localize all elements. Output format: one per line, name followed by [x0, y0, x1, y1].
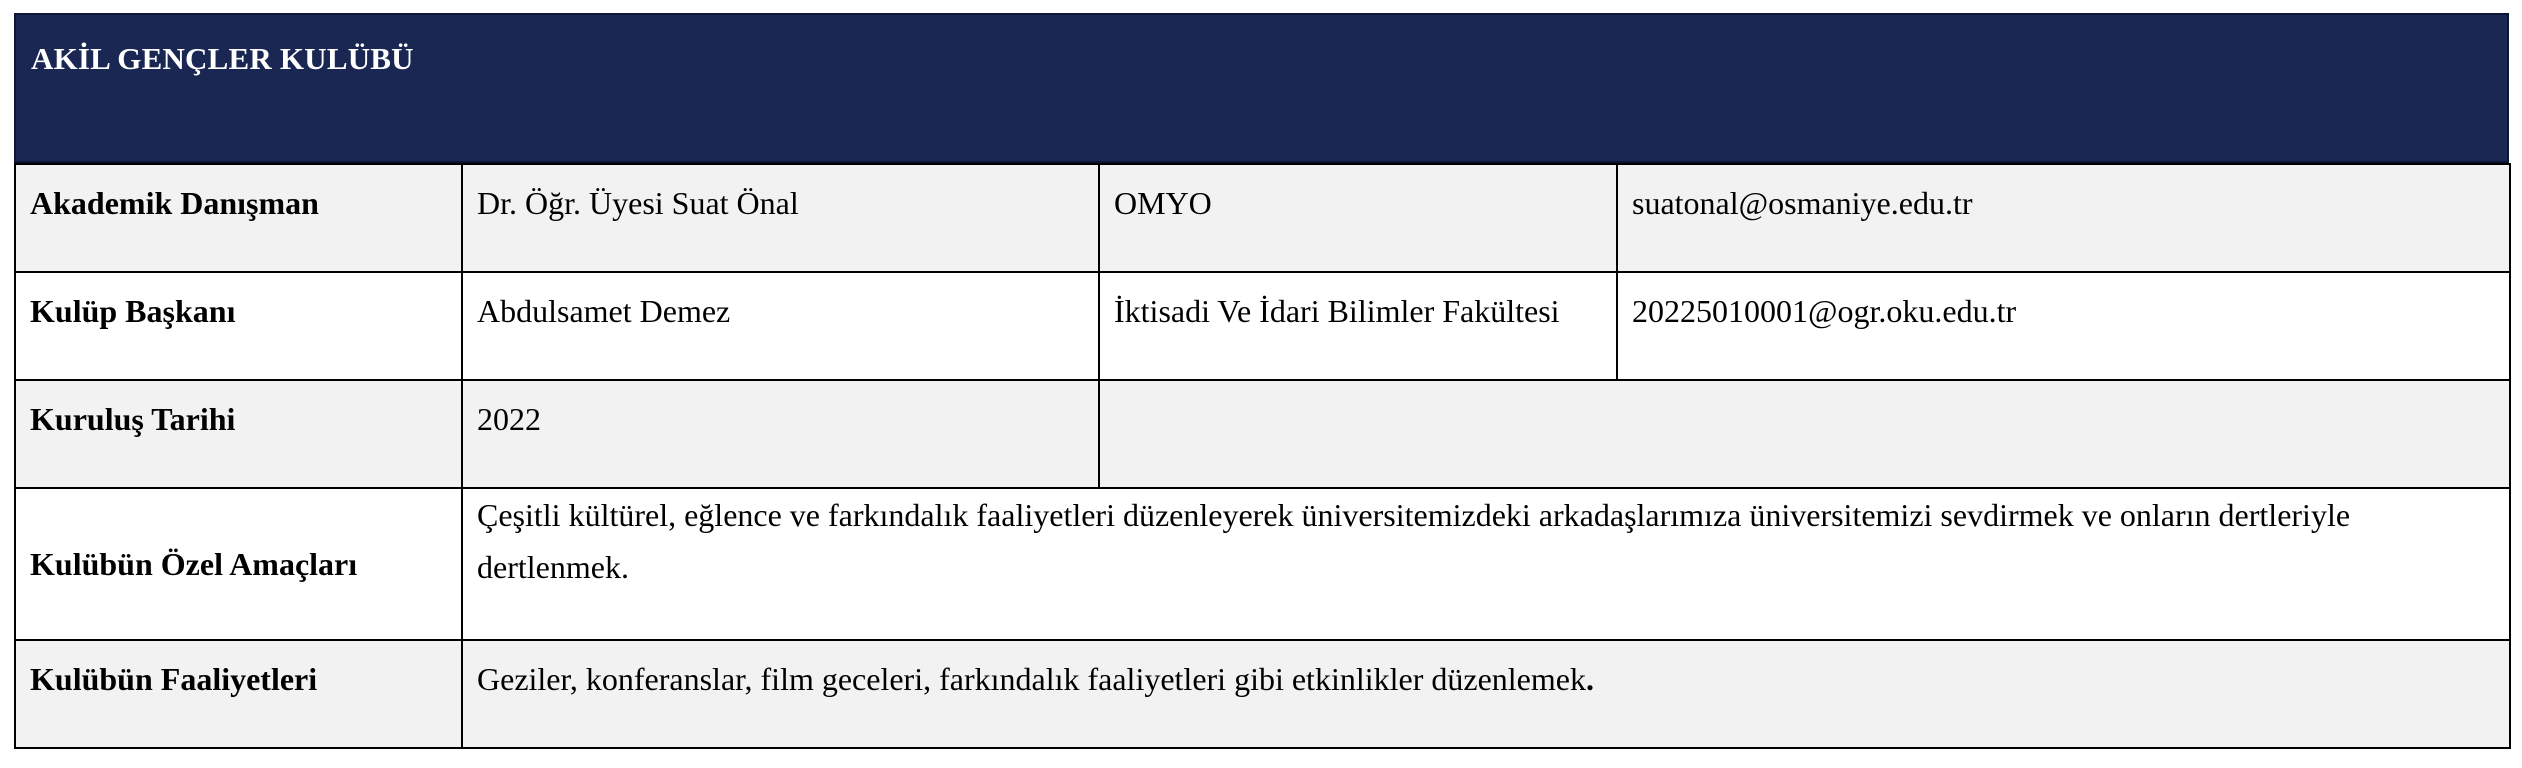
- aims-value: Çeşitli kültürel, eğlence ve farkındalık faaliyetleri düzenleyerek üniversitemizdeki arkadaşlarımıza üniversitemizi sevdirmek ve onların dertleriyle dertlenmek.: [462, 488, 2510, 640]
- founded-value: 2022: [462, 380, 1099, 488]
- table-row-activities: [15, 640, 2510, 748]
- table-row-aims: [15, 488, 2510, 640]
- advisor-label: Akademik Danışman: [15, 164, 462, 272]
- advisor-unit: OMYO: [1099, 164, 1617, 272]
- activities-label: Kulübün Faaliyetleri: [15, 640, 462, 748]
- advisor-name: Dr. Öğr. Üyesi Suat Önal: [462, 164, 1099, 272]
- activities-cell: [462, 640, 2510, 748]
- table-row-president: [15, 272, 2510, 380]
- club-title: AKİL GENÇLER KULÜBÜ: [31, 41, 414, 76]
- table-row-founded: [15, 380, 2510, 488]
- table-row-advisor: [15, 164, 2510, 272]
- president-unit: İktisadi Ve İdari Bilimler Fakültesi: [1099, 272, 1617, 380]
- activities-value: Geziler, konferanslar, film geceleri, farkındalık faaliyetleri gibi etkinlikler düzenlemek: [477, 661, 1586, 697]
- club-info-document: [14, 13, 2509, 749]
- advisor-email: suatonal@osmaniye.edu.tr: [1617, 164, 2510, 272]
- founded-label: Kuruluş Tarihi: [15, 380, 462, 488]
- president-email: 20225010001@ogr.oku.edu.tr: [1617, 272, 2510, 380]
- club-info-table: [14, 163, 2511, 749]
- activities-value-end: .: [1585, 661, 1594, 697]
- president-name: Abdulsamet Demez: [462, 272, 1099, 380]
- president-label: Kulüp Başkanı: [15, 272, 462, 380]
- club-title-header: [14, 13, 2509, 163]
- founded-empty-cell: [1099, 380, 2510, 488]
- aims-label: Kulübün Özel Amaçları: [15, 488, 462, 640]
